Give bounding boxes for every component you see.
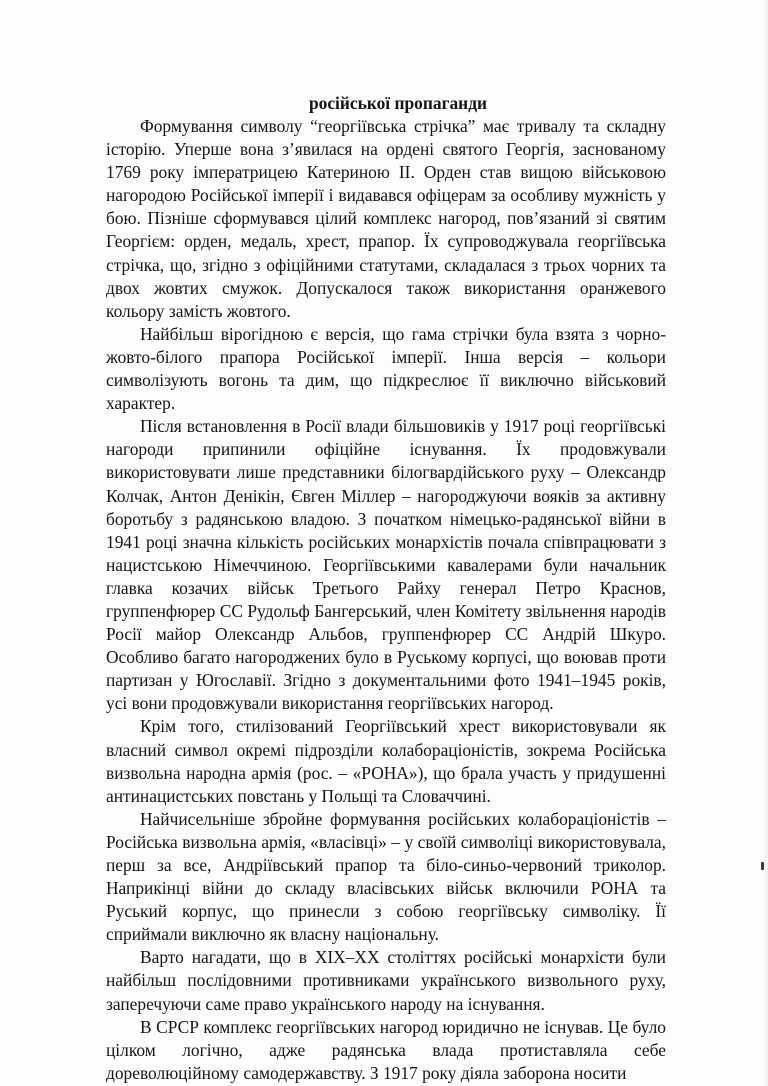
- paragraph-7: В СРСР комплекс георгіївських нагород юридично не існував. Це було цілком логічно, адже радянська влада протиставляла себе дореволюційному самодержавству. З 1917 року діяла заборона носити: [106, 1016, 666, 1083]
- paragraph-3: Після встановлення в Росії влади більшовиків у 1917 році георгіївські нагороди припинили офіційне існування. Їх продовжували використовувати лише представники білогвардійського руху – Олександр Колчак, Антон Денікін, Євген Міллер – нагороджуючи вояків за активну боротьбу з радянською владою. З початком німецько-радянської війни в 1941 році значна кількість російських монархістів почала співпрацювати з нацистською Німеччиною. Георгіївськими кавалерами були начальник главка козачих військ Третього Райху генерал Петро Краснов, группенфюрер СС Рудольф Бангерський, член Комітету звільнення народів Росії майор Олександр Альбов, группенфюрер СС Андрій Шкуро. Особливо багато нагороджених було в Руському корпусі, що воював проти партизан у Югославії. Згідно з документальними фото 1941–1945 років, усі вони продовжували використання георгіївських нагород.: [106, 416, 666, 714]
- paragraph-6: Варто нагадати, що в XIX–XX століттях російські монархісти були найбільш послідовними противниками українського визвольного руху, заперечуючи саме право українського народу на існування.: [106, 947, 666, 1014]
- paragraph-1: Формування символу “георгіївська стрічка” має тривалу та складну історію. Уперше вона з’явилася на ордені святого Георгія, заснованому 1769 року імператрицею Катериною II. Орден став вищою військовою нагородою Російської імперії і видавався офіцерам за особливу мужність у бою. Пізніше сформувався цілий комплекс нагород, пов’язаний зі святим Георгієм: орден, медаль, хрест, прапор. Їх супроводжувала георгіївська стрічка, що, згідно з офіційними статутами, складалася з трьох чорних та двох жовтих смужок. Допускалося також використання оранжевого кольору замість жовтого.: [106, 116, 666, 321]
- paragraph-4: Крім того, стилізований Георгіївський хрест використовували як власний символ окремі підрозділи колабораціоністів, зокрема Російська визвольна народна армія (рос. – «РОНА»), що брала участь у придушенні антинацистських повстань у Польщі та Словаччині.: [106, 716, 666, 806]
- document-heading: російської пропаганди: [308, 93, 488, 113]
- scan-edge-shadow: [762, 0, 768, 1086]
- paragraph-5: Найчисельніше збройне формування російських колабораціоністів – Російська визвольна армія, «власівці» – у своїй символіці використовувала, перш за все, Андріївський прапор та біло-синьо-червоний триколор. Наприкінці війни до складу власівських військ включили РОНА та Руський корпус, що принесли з собою георгіївську символіку. Її сприймали виключно як власну національну.: [106, 808, 666, 945]
- paragraph-2: Найбільш вірогідною є версія, що гама стрічки була взята з чорно-жовто-білого прапора Російської імперії. Інша версія – кольори символізують вогонь та дим, що підкреслює її виключно військовий характер.: [106, 323, 666, 414]
- scan-speck: [761, 862, 764, 870]
- document-page: [106, 92, 666, 1085]
